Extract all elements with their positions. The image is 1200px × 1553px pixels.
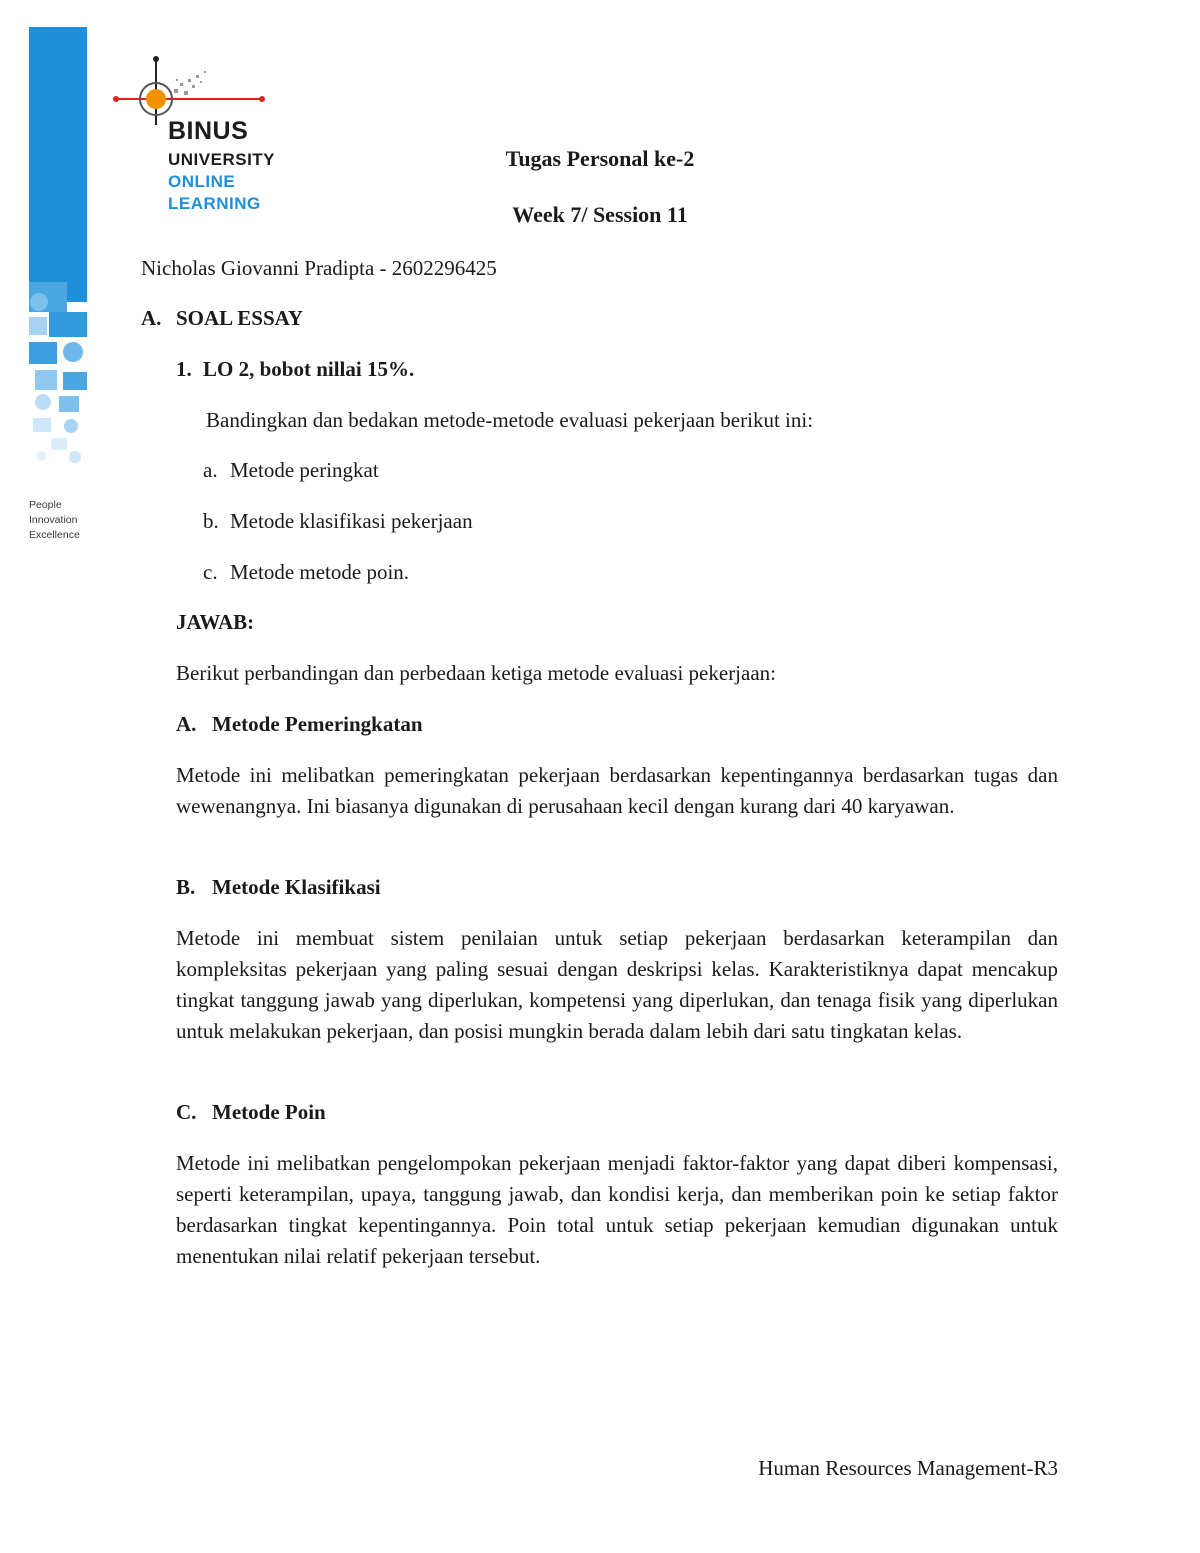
method-a-body: Metode ini melibatkan pemeringkatan pekerjaan berdasarkan kepentingannya berdasarkan tugas dan wewenangnya. Ini biasanya digunakan di perusahaan kecil dengan kurang dari 40 karyawan. <box>176 763 1058 818</box>
method-b-title: Metode Klasifikasi <box>212 875 381 899</box>
document-subtitle: Week 7/ Session 11 <box>512 202 688 227</box>
item-c-text: Metode metode poin. <box>230 560 410 584</box>
question-title: LO 2, bobot nillai 15%. <box>203 357 415 381</box>
method-c-title: Metode Poin <box>212 1100 326 1124</box>
logo-learning-text: LEARNING <box>168 194 261 213</box>
logo-binus-text: BINUS <box>168 117 249 145</box>
item-c-marker: c. <box>203 560 218 584</box>
tagline-excellence: Excellence <box>29 529 80 541</box>
method-a-marker: A. <box>176 712 197 736</box>
document-title: Tugas Personal ke-2 <box>505 146 695 171</box>
item-a-text: Metode peringkat <box>230 458 379 482</box>
item-b-marker: b. <box>203 509 219 533</box>
method-c-marker: C. <box>176 1100 197 1124</box>
logo-university-text: UNIVERSITY <box>168 150 276 169</box>
method-b-body: Metode ini membuat sistem penilaian untuk setiap pekerjaan berdasarkan keterampilan dan kompleksitas pekerjaan yang paling sesuai dengan deskripsi kelas. Karakteristiknya dapat mencakup tingkat tanggung jawab yang diperlukan, kompetensi yang diperlukan, dan tenaga fisik yang diperlukan untuk melakukan pekerjaan, dan posisi mungkin berada dalam lebih dari satu tingkatan kelas. <box>176 926 1058 1043</box>
item-a-marker: a. <box>203 458 218 482</box>
answer-intro: Berikut perbandingan dan perbedaan ketiga metode evaluasi pekerjaan: <box>176 661 776 685</box>
logo-online-text: ONLINE <box>168 172 236 191</box>
tagline <box>29 498 109 543</box>
section-title: SOAL ESSAY <box>176 306 304 330</box>
side-blue-bar <box>29 27 87 242</box>
method-a-title: Metode Pemeringkatan <box>212 712 423 736</box>
tagline-people: People <box>29 499 62 511</box>
item-b-text: Metode klasifikasi pekerjaan <box>230 509 473 533</box>
side-mosaic-pattern <box>29 242 87 472</box>
question-prompt: Bandingkan dan bedakan metode-metode evaluasi pekerjaan berikut ini: <box>206 408 814 432</box>
page-footer: Human Resources Management-R3 <box>758 1456 1058 1480</box>
section-marker: A. <box>141 306 162 330</box>
tagline-innovation: Innovation <box>29 514 78 526</box>
logo-crosshair-icon <box>110 55 290 125</box>
binus-logo <box>110 55 290 215</box>
question-marker: 1. <box>176 357 192 381</box>
method-c-body: Metode ini melibatkan pengelompokan pekerjaan menjadi faktor-faktor yang dapat diberi kompensasi, seperti keterampilan, upaya, tanggung jawab, dan kondisi kerja, dan memberikan poin ke setiap faktor berdasarkan tingkat kepentingannya. Poin total untuk setiap pekerjaan kemudian digunakan untuk menentukan nilai relatif pekerjaan tersebut. <box>176 1151 1058 1268</box>
method-b-marker: B. <box>176 875 196 899</box>
author-line: Nicholas Giovanni Pradipta - 2602296425 <box>141 256 497 280</box>
answer-label: JAWAB: <box>176 610 255 634</box>
